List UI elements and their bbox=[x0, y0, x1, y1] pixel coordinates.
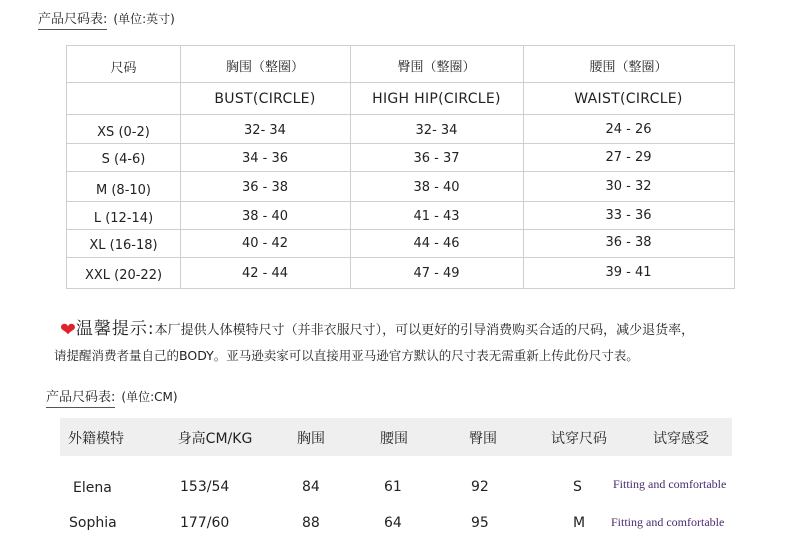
header-fit-size: 试穿尺码 bbox=[551, 431, 607, 447]
header-model-waist: 腰围 bbox=[380, 431, 408, 447]
model-size-sophia: M bbox=[573, 515, 586, 531]
header-size: 尺码 bbox=[110, 61, 137, 76]
model-name-sophia: Sophia bbox=[69, 515, 117, 531]
model-bust-elena: 84 bbox=[302, 479, 320, 495]
model-bust-sophia: 88 bbox=[302, 515, 320, 531]
tip-heading: 温馨提示: bbox=[75, 319, 155, 339]
header-waist: 腰围（整圈） bbox=[589, 60, 668, 75]
size-chart-title-text: 产品尺码表: bbox=[38, 12, 107, 30]
model-hip-elena: 92 bbox=[471, 479, 489, 495]
size-xl: XL (16-18) bbox=[89, 238, 158, 253]
tip-text-2: 请提醒消费者量自己的BODY。亚马逊卖家可以直接用亚马逊官方默认的尺寸表无需重新上传此份尺寸表。 bbox=[54, 348, 639, 363]
model-waist-sophia: 64 bbox=[384, 515, 402, 531]
model-chart-title bbox=[46, 386, 178, 405]
header-hip-en: HIGH HIP(CIRCLE) bbox=[372, 91, 501, 107]
model-chart-unit: (单位:CM) bbox=[121, 390, 178, 404]
header-model-bust: 胸围 bbox=[297, 431, 325, 447]
size-l: L (12-14) bbox=[93, 211, 154, 226]
bust-s: 34 - 36 bbox=[241, 151, 289, 166]
size-xs: XS (0-2) bbox=[97, 125, 150, 140]
waist-xxl: 39 - 41 bbox=[605, 265, 652, 280]
header-bust: 胸围（整圈） bbox=[225, 60, 304, 75]
bust-l: 38 - 40 bbox=[241, 209, 289, 224]
waist-xl: 36 - 38 bbox=[605, 235, 652, 250]
hip-m: 38 - 40 bbox=[413, 180, 460, 195]
waist-l: 33 - 36 bbox=[605, 208, 652, 223]
header-waist-en: WAIST(CIRCLE) bbox=[574, 91, 683, 107]
size-xxl: XXL (20-22) bbox=[84, 268, 163, 283]
hip-s: 36 - 37 bbox=[413, 151, 460, 166]
size-table bbox=[66, 45, 735, 289]
size-chart-title bbox=[38, 8, 175, 27]
header-model-hip: 臀围 bbox=[469, 431, 497, 447]
tip-line-1 bbox=[60, 314, 694, 341]
model-waist-elena: 61 bbox=[384, 479, 402, 495]
model-hip-sophia: 95 bbox=[471, 515, 489, 531]
waist-xs: 24 - 26 bbox=[605, 122, 652, 137]
size-s: S (4-6) bbox=[101, 152, 146, 167]
hip-l: 41 - 43 bbox=[413, 209, 460, 224]
bust-xs: 32- 34 bbox=[244, 123, 286, 138]
waist-s: 27 - 29 bbox=[605, 150, 652, 165]
waist-m: 30 - 32 bbox=[605, 179, 652, 194]
bust-xxl: 42 - 44 bbox=[241, 266, 289, 281]
hip-xl: 44 - 46 bbox=[413, 236, 460, 251]
model-size-elena: S bbox=[573, 479, 582, 495]
header-fit-feel: 试穿感受 bbox=[653, 431, 709, 447]
bust-m: 36 - 38 bbox=[241, 180, 289, 195]
header-hip: 臀围（整圈） bbox=[397, 60, 476, 75]
hip-xs: 32- 34 bbox=[415, 123, 458, 138]
model-table-header bbox=[60, 418, 732, 456]
size-m: M (8-10) bbox=[96, 183, 151, 198]
tip-text-1: 本厂提供人体模特尺寸（并非衣服尺寸），可以更好的引导消费购买合适的尺码，减少退货率， bbox=[154, 323, 695, 338]
bust-xl: 40 - 42 bbox=[241, 236, 289, 251]
hip-xxl: 47 - 49 bbox=[413, 266, 460, 281]
model-hw-elena: 153/54 bbox=[180, 479, 230, 495]
model-chart-title-text: 产品尺码表: bbox=[46, 390, 115, 408]
header-bust-en: BUST(CIRCLE) bbox=[214, 91, 316, 107]
model-feel-elena: Fitting and comfortable bbox=[613, 477, 727, 491]
header-model: 外籍模特 bbox=[68, 431, 124, 447]
model-name-elena: Elena bbox=[73, 480, 112, 496]
model-hw-sophia: 177/60 bbox=[180, 515, 230, 531]
size-chart-unit: (单位:英寸) bbox=[113, 12, 175, 26]
heart-icon: ❤ bbox=[60, 319, 76, 341]
header-height-weight: 身高CM/KG bbox=[177, 431, 253, 447]
model-feel-sophia: Fitting and comfortable bbox=[611, 515, 725, 529]
